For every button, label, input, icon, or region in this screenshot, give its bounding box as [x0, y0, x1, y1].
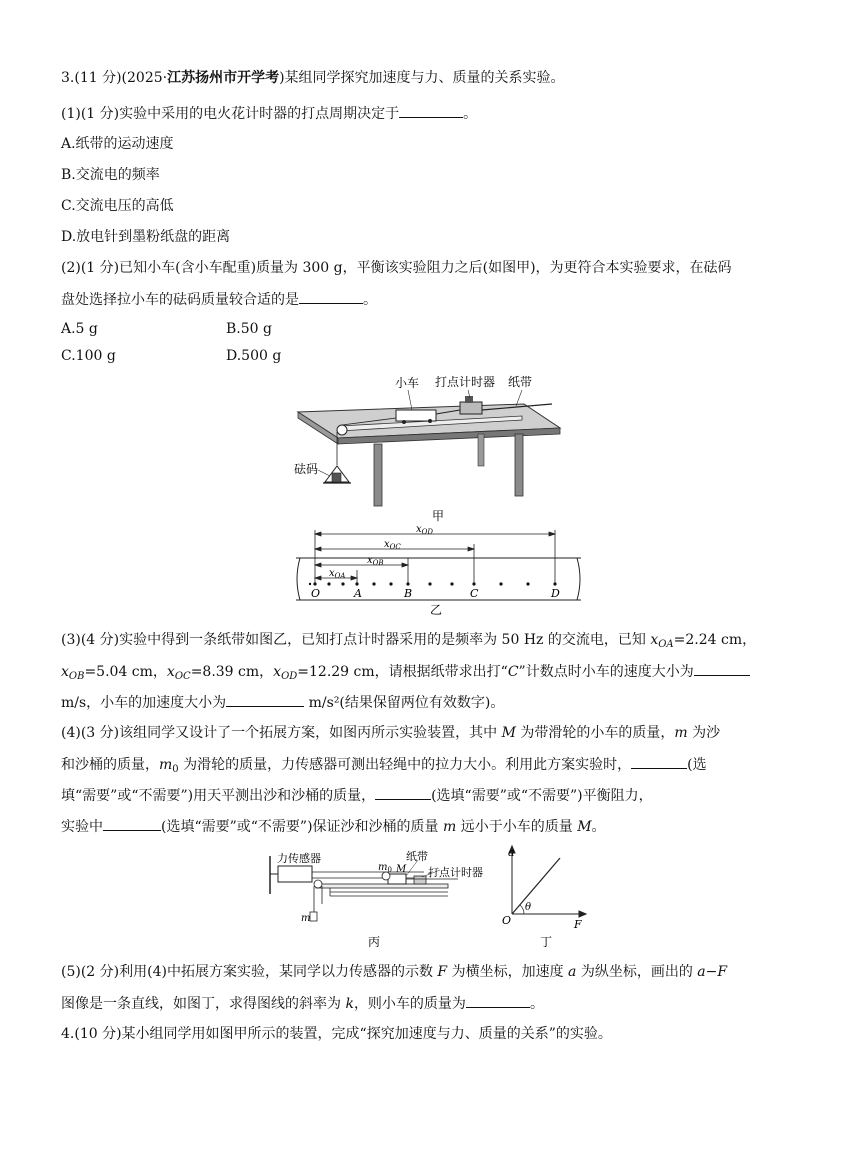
answer-blank[interactable] — [299, 289, 363, 304]
q3-part4-line4-d: 。 — [591, 819, 606, 835]
q3-part3-line2-end: ”计数点时小车的速度大小为 — [518, 664, 694, 680]
tape-dots — [309, 582, 557, 585]
q3-part1-end: 。 — [463, 106, 478, 122]
axis-F: F — [574, 918, 582, 931]
answer-blank[interactable] — [631, 754, 687, 769]
q3-option-b: B.交流电的频率 — [61, 167, 160, 183]
label-xoc: $x_{OC}$ — [384, 539, 401, 551]
point-b: B — [404, 587, 413, 600]
q3-part4-line2-c: (选 — [687, 757, 707, 773]
label-m: m — [301, 913, 311, 924]
q3-part4-line4 — [61, 816, 606, 837]
q3-option-2a: A.5 g — [61, 321, 98, 337]
var-m0: m — [159, 757, 173, 773]
q3-part5-text-c: 为纵坐标，画出的 — [576, 964, 698, 980]
axis-a: a — [508, 846, 515, 859]
label-timer: 打点计时器 — [435, 375, 496, 389]
q3-option-2b: B.50 g — [226, 321, 272, 337]
q3-part3-text-b: =2.24 cm， — [673, 632, 757, 648]
q3-stem-suffix: )某组同学探究加速度与力、质量的关系实验。 — [279, 70, 565, 86]
q3-option-a: A.纸带的运动速度 — [61, 136, 174, 152]
label-tape: 纸带 — [508, 375, 533, 389]
q3-part4-line4-c: 远小于小车的质量 — [456, 819, 578, 835]
point-c: C — [470, 587, 479, 600]
q3-part4-line4-b: (选填“需要”或“不需要”)保证沙和沙桶的质量 — [161, 819, 444, 835]
var-M: M — [501, 725, 516, 741]
q3-part3-line3-b: m/s²(结果保留两位有效数字)。 — [304, 695, 505, 711]
var-a: a — [568, 964, 577, 980]
q4-stem: 4.(10 分)某小组同学用如图甲所示的装置，完成“探究加速度与力、质量的关系”的实验。 — [61, 1026, 612, 1042]
answer-blank[interactable] — [399, 103, 463, 118]
var-aF: a−F — [697, 964, 728, 980]
var-m0-sub: 0 — [172, 764, 179, 775]
q3-part3-line2: $x_{OB}=5.04$ cm，$x_{OC}=8.39$ cm，$x_{OD}=12.29$ cm，请根据纸带求出打“C”计数点时小车的速度大小为 — [61, 661, 750, 682]
q3-part3-line1: (3)(4 分)实验中得到一条纸带如图乙，已知打点计时器采用的是频率为 50 Hz 的交流电，已知 $x_{OA}=2.24$ cm， — [61, 632, 757, 650]
q3-stem-prefix: 3.(11 分)(2025· — [61, 70, 168, 86]
label-weight: 砝码 — [294, 462, 319, 476]
q3-part2-line1: (2)(1 分)已知小车(含小车配重)质量为 300 g，平衡该实验阻力之后(如图甲)，为更符合本实验要求，在砝码 — [61, 260, 732, 276]
label-tape: 纸带 — [406, 850, 428, 863]
answer-blank[interactable] — [226, 692, 304, 707]
var-m: m — [443, 819, 457, 835]
q3-part4-text-c: 为沙 — [687, 725, 721, 741]
q3-part2-line2 — [61, 289, 377, 310]
q3-part4-line4-a: 实验中 — [61, 819, 103, 835]
q3-option-d: D.放电针到墨粉纸盘的距离 — [61, 229, 231, 245]
q3-part4-line2-a: 和沙桶的质量， — [61, 757, 159, 773]
q3-xod: =12.29 cm，请根据纸带求出打“ — [297, 664, 508, 680]
q3-part1-text: (1)(1 分)实验中采用的电火花计时器的打点周期决定于 — [61, 106, 400, 122]
q3-part1 — [61, 103, 477, 124]
label-car: 小车 — [395, 376, 420, 390]
caption-jia: 甲 — [432, 509, 445, 523]
point-a: A — [354, 587, 362, 600]
angle-theta: θ — [525, 902, 532, 913]
q3-point-c: C — [507, 664, 519, 680]
answer-blank[interactable] — [466, 993, 530, 1008]
q3-stem — [61, 68, 565, 88]
q3-option-2c: C.100 g — [61, 348, 116, 364]
var-k: k — [345, 996, 354, 1012]
q3-part5-line2-a: 图像是一条直线，如图丁，求得图线的斜率为 — [61, 996, 346, 1012]
label-M: M — [396, 864, 407, 875]
label-xoa: $x_{OA}$ — [329, 568, 346, 580]
a-F-line — [512, 858, 560, 914]
q3-part5-line2-b: ，则小车的质量为 — [353, 996, 466, 1012]
q3-part2-text: 盘处选择拉小车的砝码质量较合适的是 — [61, 292, 299, 308]
q3-part4-line2 — [61, 754, 707, 775]
q3-part2-end: 。 — [363, 292, 377, 308]
caption-yi: 乙 — [430, 603, 443, 616]
caption-bing: 丙 — [368, 935, 381, 949]
label-xod: $x_{OD}$ — [416, 524, 433, 536]
point-d: D — [551, 587, 560, 600]
label-xob: $x_{OB}$ — [367, 555, 384, 567]
figure-jia — [290, 370, 570, 525]
origin-O: O — [502, 914, 512, 927]
q3-part5-text-b: 为横坐标，加速度 — [447, 964, 569, 980]
var-M: M — [577, 819, 592, 835]
q3-part4-line3-b: (选填“需要”或“不需要”)平衡阻力， — [431, 788, 653, 804]
q3-part4-text-a: (4)(3 分)该组同学又设计了一个拓展方案，如图丙所示实验装置，其中 — [61, 725, 502, 741]
q3-part5-text-a: (5)(2 分)利用(4)中拓展方案实验，某同学以力传感器的示数 — [61, 964, 438, 980]
point-o: O — [311, 587, 321, 600]
label-force-sensor: 力传感器 — [277, 852, 321, 865]
figure-bing — [268, 846, 498, 950]
q3-option-2d: D.500 g — [226, 348, 282, 364]
q3-part5-line2-end: 。 — [529, 996, 544, 1012]
answer-blank[interactable] — [694, 661, 750, 676]
q3-xoc: =8.39 cm， — [190, 664, 274, 680]
q3-part5-line2 — [61, 993, 544, 1014]
label-timer: 打点计时器 — [428, 866, 483, 879]
q3-part3-text-a: (3)(4 分)实验中得到一条纸带如图乙，已知打点计时器采用的是频率为 50 Hz 的交流电，已知 — [61, 632, 651, 648]
q3-part4-line3 — [61, 785, 653, 806]
q3-part4-line2-b: 为滑轮的质量，力传感器可测出轻绳中的拉力大小。利用此方案实验时， — [178, 757, 632, 773]
q3-xob: =5.04 cm， — [84, 664, 167, 680]
q3-part5-line1 — [61, 962, 727, 982]
answer-blank[interactable] — [375, 785, 431, 800]
label-m0: $m_0$ — [378, 862, 392, 874]
q3-part3-line3 — [61, 692, 504, 713]
q3-part4-line1 — [61, 723, 720, 743]
q3-part4-text-b: 为带滑轮的小车的质量， — [515, 725, 675, 741]
var-F: F — [437, 964, 448, 980]
q3-part4-line3-a: 填“需要”或“不需要”)用天平测出沙和沙桶的质量， — [61, 788, 376, 804]
q3-part3-line3-a: m/s，小车的加速度大小为 — [61, 695, 227, 711]
answer-blank[interactable] — [103, 816, 161, 831]
figure-ding — [498, 844, 592, 950]
q3-option-c: C.交流电压的高低 — [61, 198, 174, 214]
caption-ding: 丁 — [540, 935, 553, 949]
q3-source: 江苏扬州市开学考 — [167, 70, 280, 86]
figure-yi — [296, 522, 581, 616]
var-m: m — [674, 725, 688, 741]
